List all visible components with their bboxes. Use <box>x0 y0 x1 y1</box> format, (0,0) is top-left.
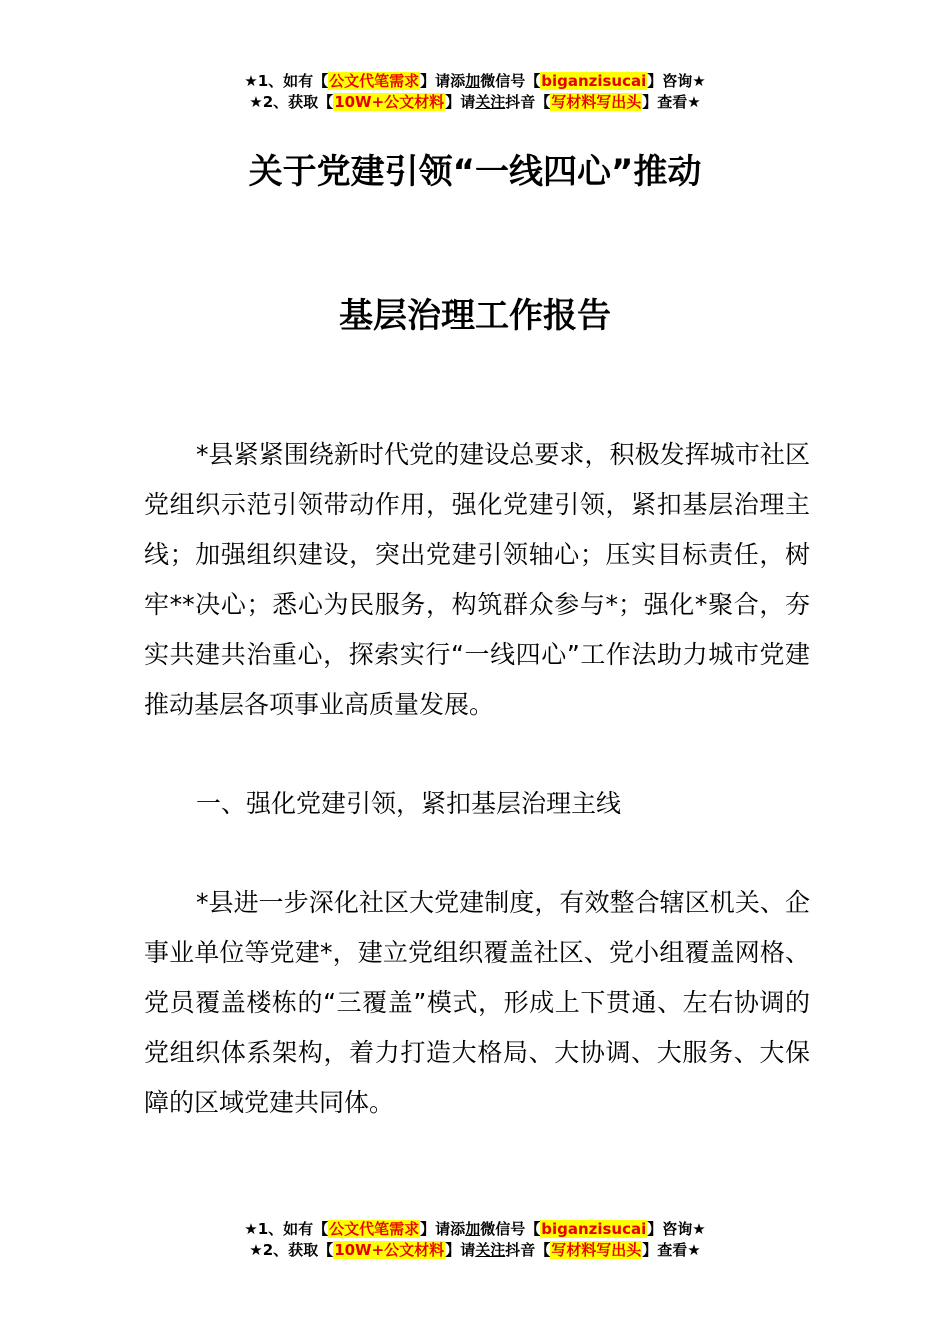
promo-emphasis: 加 <box>465 1220 481 1238</box>
promo-suffix: 】咨询★ <box>647 72 706 90</box>
promo-text: 抖音【 <box>505 93 551 111</box>
promo-prefix: ★2、获取【 <box>249 93 334 111</box>
promo-text: 微信号【 <box>480 1220 541 1238</box>
promo-line-1 <box>0 71 950 92</box>
promo-highlight: 公文代笔需求 <box>329 1220 420 1238</box>
section-heading: 一、强化党建引领，紧扣基层治理主线 <box>196 789 622 818</box>
promo-suffix: 】咨询★ <box>647 1220 706 1238</box>
intro-paragraph: *县紧紧围绕新时代党的建设总要求，积极发挥城市社区党组织示范引领带动作用，强化党建引领，紧扣基层治理主线；加强组织建设，突出党建引领轴心；压实目标责任，树牢**决心；悉心为民服务，构筑群众参与*；强化*聚合，夯实共建共治重心，探索实行“一线四心”工作法助力城市党建推动基层各项事业高质量发展。 <box>144 440 810 719</box>
promo-highlight: 10W+公文材料 <box>334 1241 445 1259</box>
promo-text: 】请 <box>445 1241 476 1259</box>
promo-wechat-id: biganzisucai <box>541 1220 647 1238</box>
promo-douyin-id: 写材料写出头 <box>551 93 642 111</box>
promo-emphasis: 加 <box>465 72 481 90</box>
document-title-line-2: 基层治理工作报告 <box>339 296 611 336</box>
promo-line-2 <box>0 1240 950 1261</box>
promo-text: 抖音【 <box>505 1241 551 1259</box>
section-paragraph: *县进一步深化社区大党建制度，有效整合辖区机关、企事业单位等党建*，建立党组织覆盖社区、党小组覆盖网格、党员覆盖楼栋的“三覆盖”模式，形成上下贯通、左右协调的党组织体系架构，着力打造大格局、大协调、大服务、大保障的区域党建共同体。 <box>144 888 810 1117</box>
promo-banner-bottom <box>0 1219 950 1261</box>
promo-emphasis: 关注 <box>475 93 506 111</box>
promo-highlight: 10W+公文材料 <box>334 93 445 111</box>
promo-banner-top <box>0 71 950 113</box>
promo-suffix: 】查看★ <box>642 1241 701 1259</box>
promo-prefix: ★2、获取【 <box>249 1241 334 1259</box>
promo-line-2 <box>0 92 950 113</box>
promo-douyin-id: 写材料写出头 <box>551 1241 642 1259</box>
promo-emphasis: 关注 <box>475 1241 506 1259</box>
promo-text: 】请 <box>445 93 476 111</box>
promo-text: 】请添 <box>420 1220 466 1238</box>
promo-prefix: ★1、如有【 <box>244 72 329 90</box>
promo-highlight: 公文代笔需求 <box>329 72 420 90</box>
promo-wechat-id: biganzisucai <box>541 72 647 90</box>
document-title-line-1: 关于党建引领“一线四心”推动 <box>248 152 702 192</box>
promo-line-1 <box>0 1219 950 1240</box>
promo-prefix: ★1、如有【 <box>244 1220 329 1238</box>
promo-text: 微信号【 <box>480 72 541 90</box>
promo-suffix: 】查看★ <box>642 93 701 111</box>
promo-text: 】请添 <box>420 72 466 90</box>
